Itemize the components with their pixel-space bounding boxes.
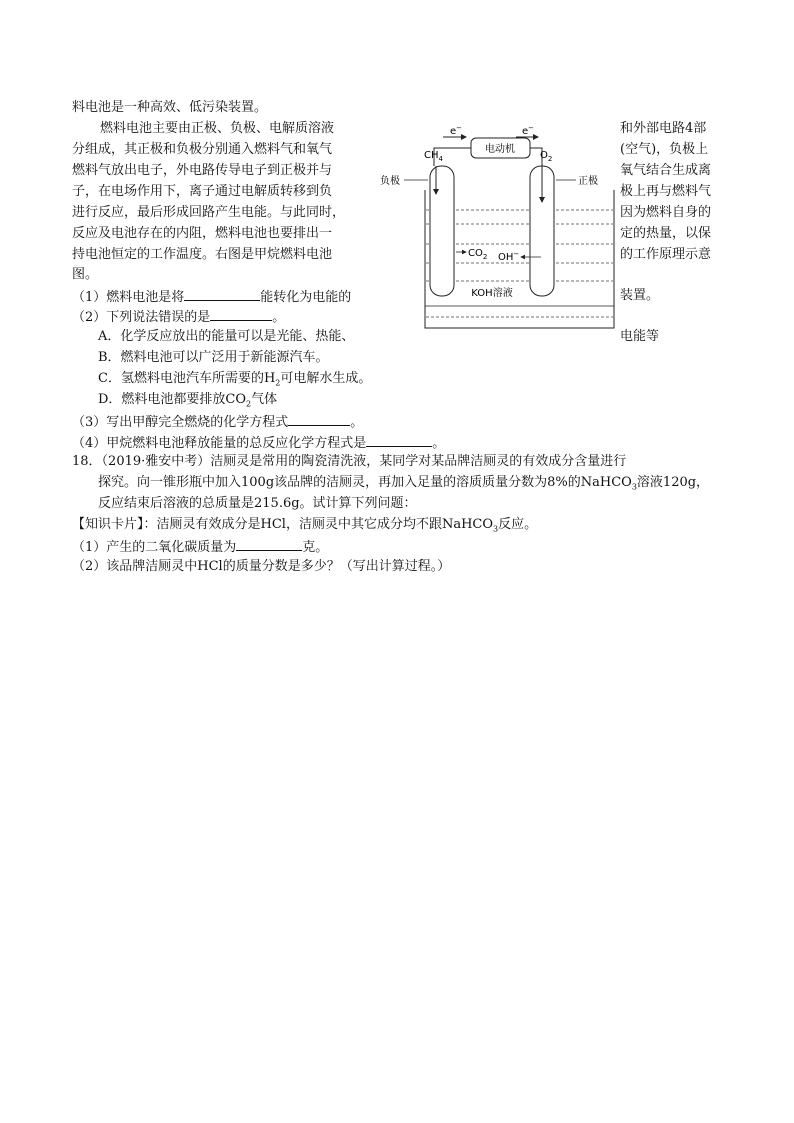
intro-line-7-left: 持电池恒定的工作温度。右图是甲烷燃料电池 (72, 247, 333, 262)
intro-line-4-right: 极上再与燃料气 (620, 184, 712, 199)
motor-label: 电动机 (485, 144, 515, 155)
q17-option-d-text-b: 气体 (251, 392, 278, 407)
q18-part1-blank[interactable] (236, 536, 302, 551)
hydroxide-label: OH− (498, 250, 520, 263)
q18-part1-end: 克。 (302, 540, 329, 555)
intro-line-0: 料电池是一种高效、低污染装置。 (72, 100, 268, 115)
intro-line-2-right: (空气)，负极上 (620, 142, 709, 157)
q18-card-sub: 3 (493, 524, 499, 534)
co2-label: $CO_2$ (468, 248, 488, 261)
q17-part1-text-a: （1）燃料电池是将 (72, 290, 185, 305)
q17-option-b: B．燃料电池可以广泛用于新能源汽车。 (98, 350, 329, 365)
q17-part3 (72, 411, 363, 431)
q18-card-text-a: 【知识卡片】：洁厕灵有效成分是HCl，洁厕灵中其它成分均不跟NaHCO (72, 517, 494, 532)
intro-line-8: 图。 (72, 267, 99, 282)
q18-card-text-b: 反应。 (498, 517, 538, 532)
intro-line-7-right: 的工作原理示意 (620, 247, 712, 262)
q18-part1 (72, 536, 328, 556)
intro-line-5-right: 因为燃料自身的 (620, 205, 712, 220)
q17-part3-blank[interactable] (288, 411, 350, 426)
q17-part1 (72, 286, 351, 306)
q17-option-c-sub: 2 (275, 378, 281, 388)
q18-line-3: 反应结束后溶液的总质量是215.6g。试计算下列问题： (98, 496, 417, 511)
koh-solution-label: KOH溶液 (471, 288, 513, 299)
q17-part2 (72, 306, 285, 326)
q17-part4-blank[interactable] (366, 432, 432, 447)
intro-line-1-right: 和外部电路4部 (620, 121, 707, 136)
intro-line-6-right: 定的热量，以保 (620, 226, 712, 241)
negative-electrode (430, 166, 454, 296)
q17-part4 (72, 432, 445, 452)
negative-electrode-label: 负极 (380, 176, 400, 187)
q17-part4-text: （4）甲烷燃料电池释放能量的总反应化学方程式是 (72, 436, 367, 451)
intro-line-3-right: 氧气结合生成离 (620, 163, 712, 178)
q17-part2-text: （2）下列说法错误的是 (72, 310, 211, 325)
q17-part2-blank[interactable] (210, 306, 272, 321)
intro-line-1-left: 燃料电池主要由正极、负极、电解质溶液 (100, 121, 335, 136)
q17-option-c-text-b: 可电解水生成。 (280, 371, 372, 386)
positive-electrode-label: 正极 (578, 176, 598, 187)
q18-heading: 18．（2019·雅安中考）洁厕灵是常用的陶瓷清洗液，某同学对某品牌洁厕灵的有效成分含量进行 (72, 454, 627, 469)
q17-option-d-sub: 2 (246, 399, 252, 409)
electron-label-right: e− (522, 124, 535, 137)
q17-part1-blank[interactable] (184, 286, 260, 301)
oxygen-label: $O_2$ (540, 150, 553, 163)
q17-part4-end: 。 (432, 436, 446, 451)
intro-line-4-left: 子，在电场作用下，离子通过电解质转移到负 (72, 184, 333, 199)
q17-option-c-text-a: C．氢燃料电池汽车所需要的H (98, 371, 276, 386)
q17-part3-end: 。 (350, 415, 364, 430)
q18-line-2-text-b: 溶液120g， (636, 475, 710, 490)
q17-part3-text: （3）写出甲醇完全燃烧的化学方程式 (72, 415, 289, 430)
q17-option-a: A．化学反应放出的能量可以是光能、热能、 (98, 329, 355, 344)
q17-option-d (98, 390, 277, 410)
q17-option-d-text-a: D．燃料电池都要排放CO (98, 392, 247, 407)
q17-part2-end: 。 (272, 310, 286, 325)
q18-line-2-text-a: 探究。向一锥形瓶中加入100g该品牌的洁厕灵，再加入足量的溶质质量分数为8%的NaHCO (98, 475, 632, 490)
q18-line-2-sub: 3 (631, 482, 637, 492)
q17-option-a-end: 电能等 (620, 329, 660, 344)
q17-part1-text-b: 能转化为电能的 (260, 290, 352, 305)
intro-line-5-left: 进行反应，最后形成回路产生电能。与此同时， (72, 205, 346, 220)
intro-line-6-left: 反应及电池存在的内阻，燃料电池也要排出一 (72, 226, 333, 241)
q18-part1-text: （1）产生的二氧化碳质量为 (72, 540, 237, 555)
q17-option-c (98, 369, 371, 389)
q18-line-2 (98, 473, 709, 493)
intro-line-3-left: 燃料气放出电子，外电路传导电子到正极并与 (72, 163, 333, 178)
methane-label: $CH_4$ (424, 150, 443, 163)
electron-label-left: e− (450, 124, 463, 137)
q18-part2: （2）该品牌洁厕灵中HCl的质量分数是多少？（写出计算过程。） (72, 559, 451, 574)
q17-part1-end: 装置。 (620, 288, 660, 303)
intro-line-2-left: 分组成，其正极和负极分别通入燃料气和氧气 (72, 142, 333, 157)
fuel-cell-diagram (378, 118, 628, 330)
q18-knowledge-card (72, 515, 537, 535)
